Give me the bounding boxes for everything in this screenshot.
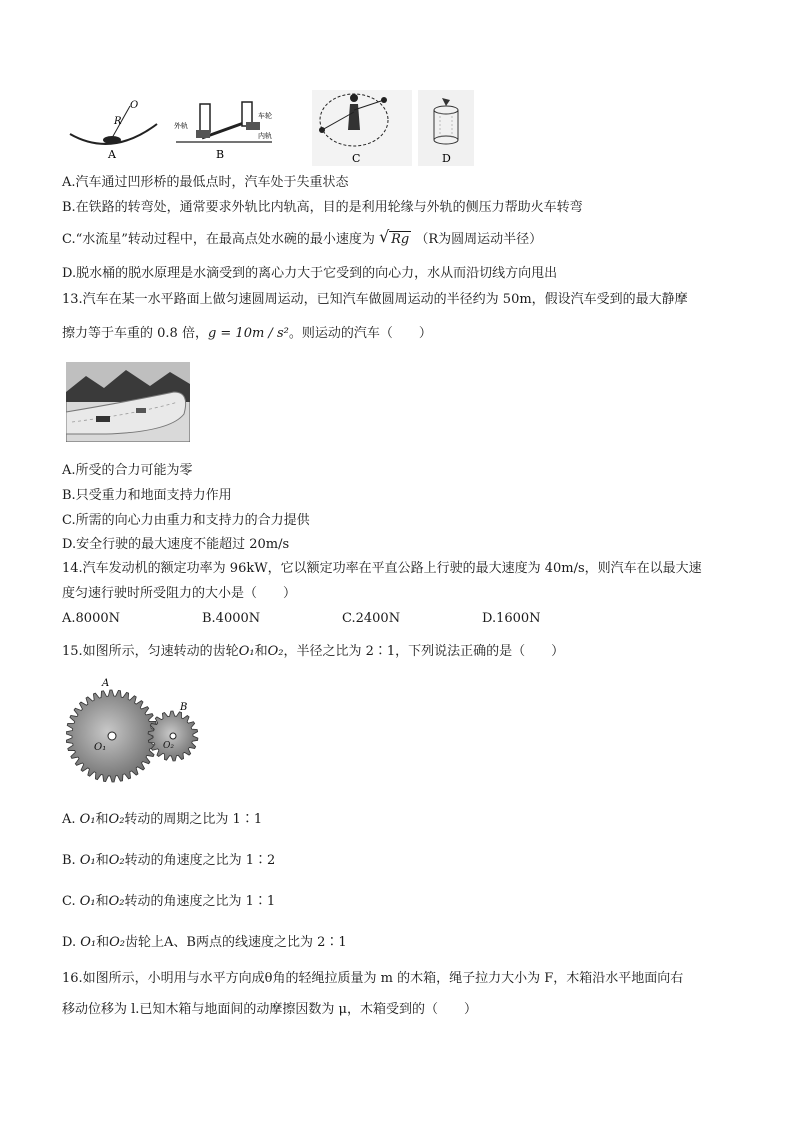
label-wheel: 车轮 — [258, 112, 272, 120]
label-d: D — [442, 152, 451, 165]
q15-stem-o1: O₁ — [238, 644, 255, 659]
q14-option-d: D.1600N — [482, 611, 541, 626]
q13-stem-part-b: 。则运动的汽车（ ） — [288, 326, 432, 341]
figure-c-water-meteor — [312, 90, 412, 166]
q15-option-b: B. O₁和O₂转动的角速度之比为 1∶2 — [62, 853, 276, 868]
q13-option-b: B.只受重力和地面支持力作用 — [62, 488, 232, 503]
gear-label-o1: O₁ — [94, 742, 107, 753]
gear-label-b: B — [180, 702, 188, 713]
q13-option-c: C.所需的向心力由重力和支持力的合力提供 — [62, 513, 310, 528]
q12-option-c-text: C.“水流星”转动过程中，在最高点处水碗的最小速度为 — [62, 232, 375, 247]
q14-stem-line2: 度匀速行驶时所受阻力的大小是（ ） — [62, 586, 297, 601]
q12-option-d: D.脱水桶的脱水原理是水滴受到的离心力大于它受到的向心力，水从而沿切线方向甩出 — [62, 266, 558, 281]
q15-stem-part-b: ，半径之比为 2∶1，下列说法正确的是（ ） — [283, 644, 565, 659]
figure-car-on-curved-road — [66, 362, 190, 442]
q15-option-c: C. O₁和O₂转动的角速度之比为 1∶1 — [62, 894, 276, 909]
label-b: B — [216, 148, 225, 161]
q16-stem-line2: 移动位移为 l.已知木箱与地面间的动摩擦因数为 μ，木箱受到的（ ） — [62, 1002, 478, 1017]
q14-option-a: A.8000N — [62, 611, 120, 626]
q13-stem-part-a: 擦力等于车重的 0.8 倍， — [62, 326, 208, 341]
formula-rg: Rg — [391, 232, 410, 247]
q12-option-c — [62, 227, 543, 249]
q15-stem — [62, 643, 564, 661]
q13-option-d: D.安全行驶的最大速度不能超过 20m/s — [62, 537, 290, 552]
q12-option-b: B.在铁路的转弯处，通常要求外轨比内轨高，目的是利用轮缘与外轨的侧压力帮助火车转弯 — [62, 200, 583, 215]
q14-option-b: B.4000N — [202, 611, 261, 626]
q14-stem-line1: 14.汽车发动机的额定功率为 96kW，它以额定功率在平直公路上行驶的最大速度为 40m/s，则汽车在以最大速 — [62, 561, 702, 576]
q13-stem-line2 — [62, 325, 432, 343]
q15-option-a: A. O₁和O₂转动的周期之比为 1∶1 — [62, 812, 263, 827]
q15-stem-part-a: 15.如图所示，匀速转动的齿轮 — [62, 644, 239, 659]
figure-b-railway-curve — [172, 98, 282, 164]
gear-label-o2: O₂ — [163, 741, 174, 751]
figure-a-concave-bridge — [62, 96, 162, 164]
figure-d-spin-dryer — [418, 90, 474, 166]
sqrt-formula: √ Rg — [379, 227, 410, 247]
q14-option-c: C.2400N — [342, 611, 401, 626]
label-outer-rail: 外轨 — [174, 122, 188, 130]
q13-formula: g = 10m / s² — [207, 326, 289, 341]
label-inner-rail: 内轨 — [258, 132, 272, 140]
q15-stem-o2: O₂ — [267, 644, 284, 659]
label-o: O — [130, 100, 139, 111]
q12-option-c-suffix: （R为圆周运动半径） — [415, 232, 543, 247]
label-r: R — [114, 116, 122, 127]
q15-stem-and: 和 — [254, 644, 268, 659]
label-a: A — [108, 148, 116, 161]
q12-option-a: A.汽车通过凹形桥的最低点时，汽车处于失重状态 — [62, 175, 349, 190]
q13-option-a: A.所受的合力可能为零 — [62, 463, 193, 478]
q13-stem-line1: 13.汽车在某一水平路面上做匀速圆周运动，已知汽车做圆周运动的半径约为 50m，假设汽车受到的最大静摩 — [62, 292, 688, 307]
q16-stem-line1: 16.如图所示，小明用与水平方向成θ角的轻绳拉质量为 m 的木箱，绳子拉力大小为 F，木箱沿水平地面向右 — [62, 971, 684, 986]
q15-option-d: D. O₁和O₂齿轮上A、B两点的线速度之比为 2∶1 — [62, 935, 347, 950]
figure-meshing-gears — [66, 672, 206, 784]
label-c: C — [352, 152, 361, 165]
gear-label-a: A — [102, 678, 110, 689]
